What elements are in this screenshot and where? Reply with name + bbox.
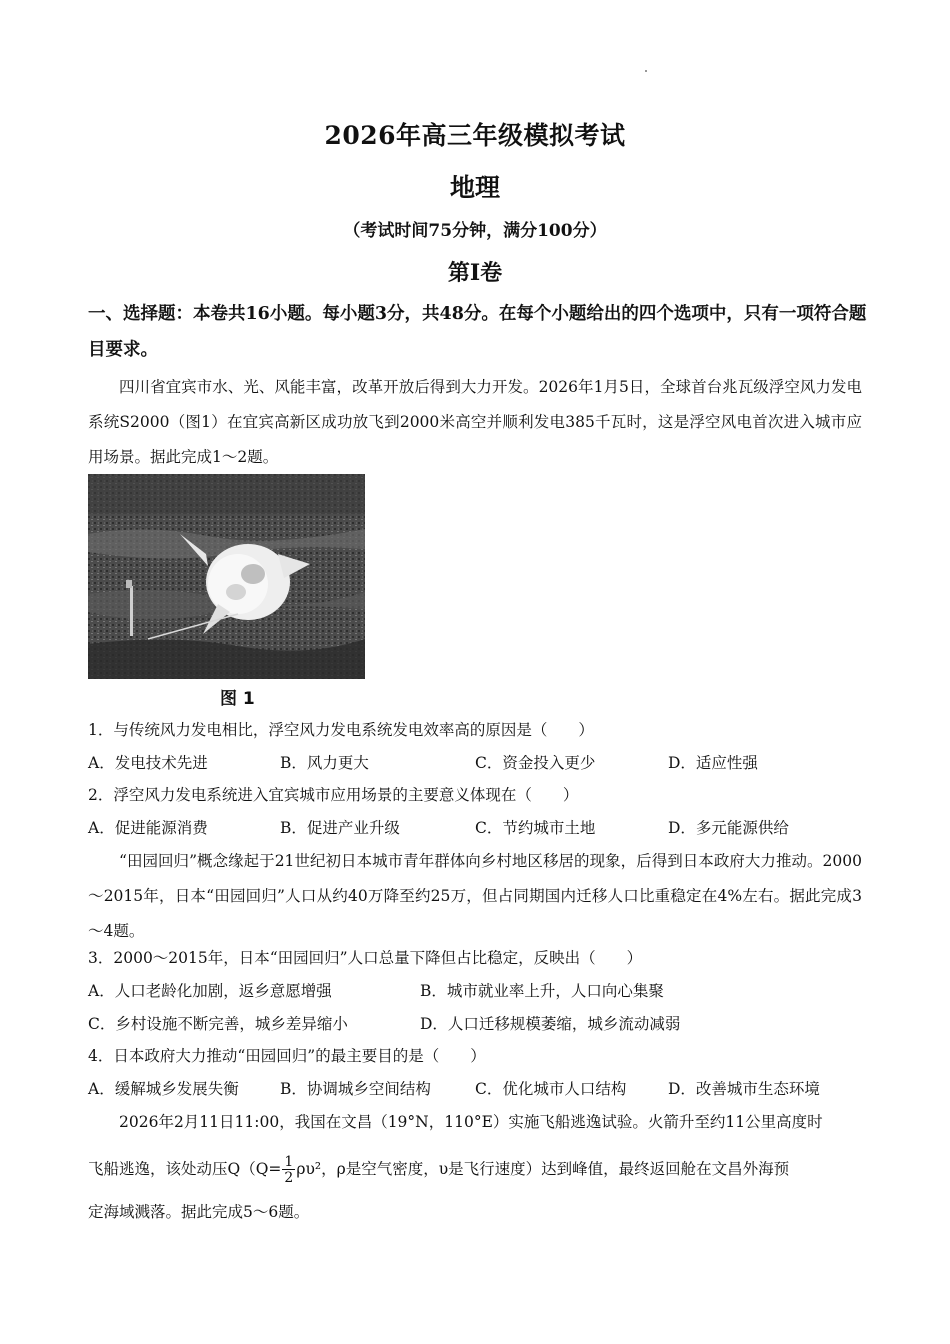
q2-option-c: C．节约城市土地 [475, 819, 596, 837]
formula-rest: ρυ²， [296, 1160, 337, 1178]
q2-option-a: A．促进能源消费 [88, 819, 208, 837]
passage-1: 四川省宜宾市水、光、风能丰富，改革开放后得到大力开发。2026年1月5日，全球首台兆瓦级浮空风力发电系统S2000（图1）在宜宾高新区成功放飞到2000米高空并顺利发电385千瓦时，这是浮空风电首次进入城市应用场景。据此完成1～2题。 [88, 378, 862, 466]
question-3-stem: 3．2000～2015年，日本“田园回归”人口总量下降但占比稳定，反映出（ ） [88, 949, 643, 967]
q1-option-a: A．发电技术先进 [88, 754, 208, 772]
passage-3-line-2-post: ρ是空气密度，υ是飞行速度）达到峰值，最终返回舱在文昌外海预 [336, 1160, 790, 1178]
question-4-stem: 4．日本政府大力推动“田园回归”的最主要目的是（ ） [88, 1047, 486, 1065]
passage-3-line-2-pre: 飞船逃逸，该处动压Q（Q= [88, 1160, 282, 1178]
q3-option-a: A．人口老龄化加剧，返乡意愿增强 [88, 982, 332, 1000]
q3-option-d: D．人口迁移规模萎缩，城乡流动减弱 [420, 1015, 681, 1033]
question-1-stem: 1．与传统风力发电相比，浮空风力发电系统发电效率高的原因是（ ） [88, 721, 594, 739]
figure-1-caption: 图 1 [220, 689, 255, 709]
q2-option-d: D．多元能源供给 [668, 819, 789, 837]
subject-title: 地理 [449, 173, 500, 202]
q3-option-c: C．乡村设施不断完善，城乡差异缩小 [88, 1015, 348, 1033]
fraction-numerator: 1 [284, 1154, 294, 1170]
passage-3-line-1: 2026年2月11日11:00，我国在文昌（19°N，110°E）实施飞船逃逸试验。火箭升至约11公里高度时 [119, 1113, 823, 1131]
q2-option-b: B．促进产业升级 [280, 819, 400, 837]
q4-option-c: C．优化城市人口结构 [475, 1080, 627, 1098]
scan-dot [645, 70, 647, 72]
q4-option-a: A．缓解城乡发展失衡 [88, 1080, 239, 1098]
airship-photo-illustration [88, 474, 365, 679]
passage-2: “田园回归”概念缘起于21世纪初日本城市青年群体向乡村地区移居的现象，后得到日本政府大力推动。2000～2015年，日本“田园回归”人口从约40万降至约25万，但占同期国内迁移人口比重稳定在4%左右。据此完成3～4题。 [88, 852, 862, 940]
volume-title: 第Ⅰ卷 [447, 260, 503, 286]
question-2-stem: 2．浮空风力发电系统进入宜宾城市应用场景的主要意义体现在（ ） [88, 786, 579, 804]
exam-title: 2026年高三年级模拟考试 [324, 121, 626, 150]
fraction-denominator: 2 [284, 1170, 294, 1186]
exam-duration: （考试时间75分钟，满分100分） [343, 221, 607, 241]
q1-option-b: B．风力更大 [280, 754, 369, 772]
q3-option-b: B．城市就业率上升，人口向心集聚 [420, 982, 664, 1000]
q1-option-c: C．资金投入更少 [475, 754, 596, 772]
section-heading: 一、选择题：本卷共16小题。每小题3分，共48分。在每个小题给出的四个选项中，只有一项符合题目要求。 [88, 304, 867, 360]
formula-fraction [282, 1155, 295, 1185]
passage-3-line-3: 定海域溅落。据此完成5～6题。 [88, 1203, 310, 1221]
q4-option-b: B．协调城乡空间结构 [280, 1080, 431, 1098]
passage-3-line-2 [88, 1152, 789, 1186]
figure-1-photo [88, 474, 365, 679]
q4-option-d: D．改善城市生态环境 [668, 1080, 820, 1098]
q1-option-d: D．适应性强 [668, 754, 758, 772]
